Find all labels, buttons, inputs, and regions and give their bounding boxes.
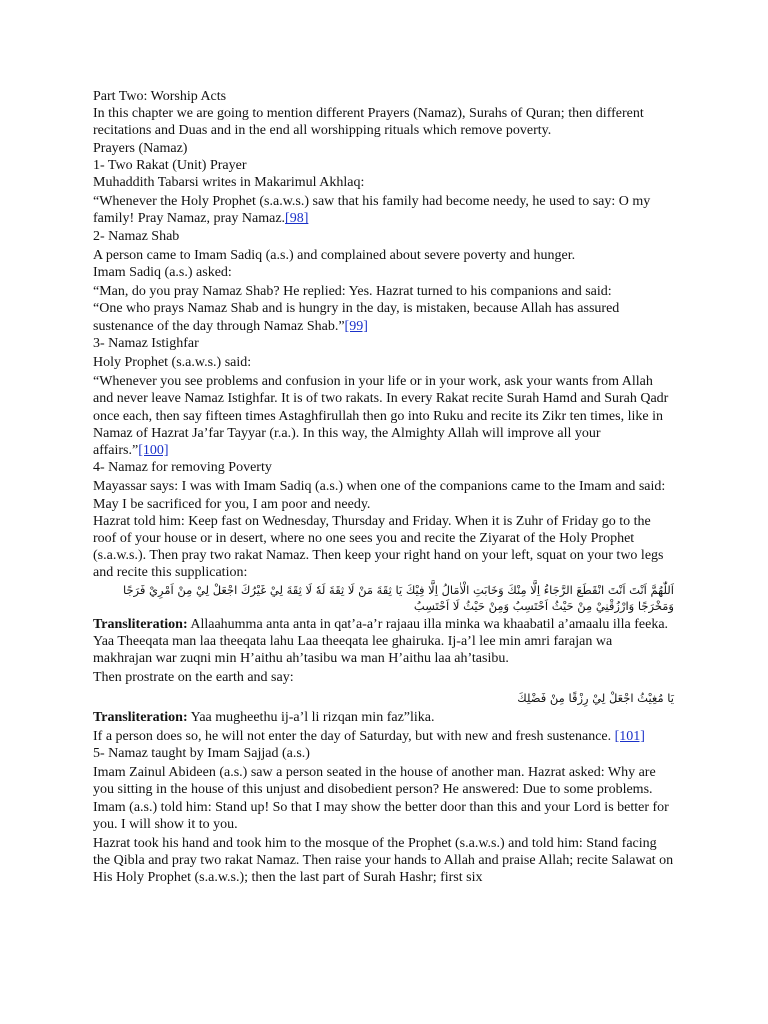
section-3-heading: 3- Namaz Istighfar — [93, 335, 199, 351]
section-1-quote-text: “Whenever the Holy Prophet (s.a.w.s.) saw that his family had become needy, he used to say: O my family! Pray Namaz, pray Namaz. — [93, 194, 651, 227]
section-4-result — [93, 728, 674, 745]
section-2-quote-1: “Man, do you pray Namaz Shab? He replied: Yes. Hazrat turned to his companions and said: — [93, 284, 612, 300]
transliteration-1-text: Allaahumma anta anta in qat’a-a’r rajaau illa minka wa khaabatil a’amaalu illa feeka. Yaa Theeqata man laa theeqata lahu Laa theeqata lee ghairuka. Ij-a’l lee min amri farajan wa makhrajan war zuqni min H’aithu ah’tasibu wa man H’aithu laa ah’tasibu. — [93, 616, 669, 667]
transliteration-2 — [93, 709, 674, 726]
part-title: Part Two: Worship Acts — [93, 89, 227, 104]
footnote-link-99[interactable]: [99] — [344, 318, 368, 334]
transliteration-2-text: Yaa mugheethu ij-a’l li rizqan min faz”lika. — [187, 709, 435, 725]
section-5-paragraph-2: Hazrat took his hand and took him to the mosque of the Prophet (s.a.w.s.) and told him: Stand facing the Qibla and pray two rakat Namaz. Then raise your hands to Allah and praise Allah; recite Salawat on His Holy Prophet (s.a.w.s.); then the last part of Surah Hashr; first six — [93, 835, 674, 886]
section-2-line-2: Imam Sadiq (a.s.) asked: — [93, 265, 232, 281]
section-2-heading: 2- Namaz Shab — [93, 228, 180, 244]
transliteration-label-2: Transliteration: — [93, 709, 188, 725]
section-4-result-text: If a person does so, he will not enter the day of Saturday, but with new and fresh sustenance. — [93, 728, 612, 744]
prayers-heading: Prayers (Namaz) — [93, 140, 188, 156]
prostrate-instruction: Then prostrate on the earth and say: — [93, 670, 294, 686]
section-2-line-1: A person came to Imam Sadiq (a.s.) and complained about severe poverty and hunger. — [93, 247, 576, 263]
footnote-link-98[interactable]: [98] — [285, 211, 309, 227]
section-4-heading: 4- Namaz for removing Poverty — [93, 460, 272, 476]
footnote-link-101[interactable]: [101] — [614, 728, 645, 744]
section-3-quote-text: “Whenever you see problems and confusion in your life or in your work, ask your wants from Allah and never leave Namaz Istighfar. It is of two rakats. In every Rakat recite Surah Hamd and Surah Qadr once each, then say fifteen times Astaghfirullah then go into Ruku and recite its Zikr ten times, like in Namaz of Hazrat Ja’far Tayyar (r.a.). In this way, the Almighty Allah will improve all your affairs.” — [93, 374, 669, 459]
section-5-paragraph-1: Imam Zainul Abideen (a.s.) saw a person seated in the house of another man. Hazrat asked: Why are you sitting in the house of this unjust and disobedient person? He answered: Due to some problems. Imam (a.s.) told him: Stand up! So that I may show the better door than this and your Lord is better for you. I will show it to you. — [93, 765, 669, 832]
arabic-supplication: اَللّٰهُمَّ اَنْتَ اَنْتَ انْقَطَعَ الرَّجَاءُ اِلَّا مِنْكَ وَخَابَتِ الْاٰمَالُ اِلَّا فِيْكَ يَا ثِقَةَ مَنْ لَا ثِقَةَ لَهٗ لَا ثِقَةَ لِيْ غَيْرُكَ اجْعَلْ لِيْ مِنْ اَمْرِيْ فَرَجًا وَمَخْرَجًا وَارْزُقْنِيْ مِنْ حَيْثُ اَحْتَسِبُ وَمِنْ حَيْثُ لَا اَحْتَسِبُ — [122, 582, 674, 613]
intro-paragraph: In this chapter we are going to mention different Prayers (Namaz), Surahs of Quran; then different recitations and Duas and in the end all worshipping rituals which remove poverty. — [93, 106, 644, 139]
arabic-supplication-2: يَا مُغِيْثُ اجْعَلْ لِيْ رِزْقًا مِنْ فَضْلِكَ — [517, 690, 674, 705]
section-3-line-1: Holy Prophet (s.a.w.s.) said: — [93, 355, 252, 371]
section-2-quote-2-text: “One who prays Namaz Shab and is hungry in the day, is mistaken, because Allah has assured sustenance of the day through Namaz Shab.” — [93, 301, 620, 334]
section-4-paragraph-1: Mayassar says: I was with Imam Sadiq (a.s.) when one of the companions came to the Imam and said: May I be sacrificed for you, I am poor and needy. — [93, 479, 666, 512]
section-4-paragraph-2: Hazrat told him: Keep fast on Wednesday, Thursday and Friday. When it is Zuhr of Friday go to the roof of your house or in desert, where no one sees you and recite the Ziyarat of the Holy Prophet (s.a.w.s.). Then pray two rakat Namaz. Then keep your right hand on your left, squat on your two legs and recite this supplication: — [93, 513, 664, 581]
section-1-heading: 1- Two Rakat (Unit) Prayer — [93, 157, 247, 173]
transliteration-label: Transliteration: — [93, 616, 188, 632]
section-3-quote — [93, 373, 674, 459]
section-1-quote — [93, 193, 674, 227]
footnote-link-100[interactable]: [100] — [138, 443, 169, 459]
transliteration-1 — [93, 616, 674, 668]
section-5-heading: 5- Namaz taught by Imam Sajjad (a.s.) — [93, 745, 310, 761]
section-2-quote-2 — [93, 300, 674, 334]
section-1-intro: Muhaddith Tabarsi writes in Makarimul Akhlaq: — [93, 175, 365, 191]
